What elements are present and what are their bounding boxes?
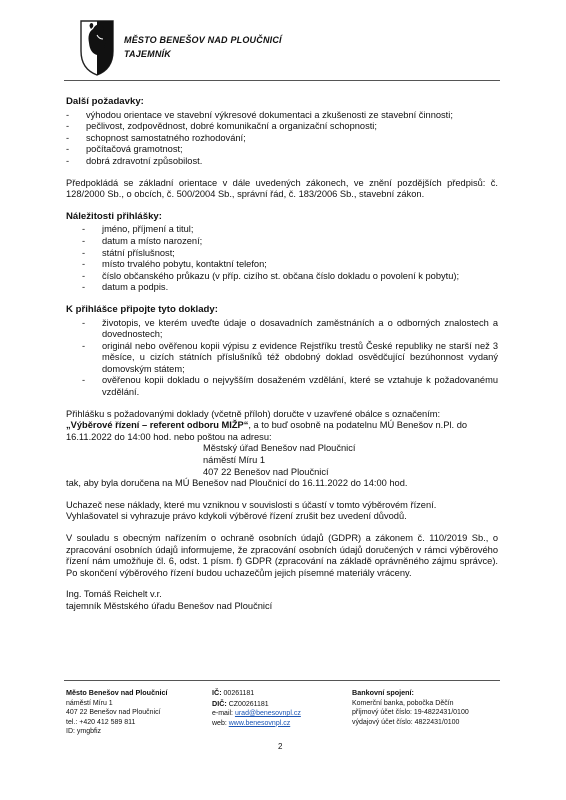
list-item: - datum a místo narození; [66, 236, 498, 248]
list-item: - státní příslušnost; [66, 248, 498, 260]
list-item: - životopis, ve kterém uveďte údaje o dosavadních zaměstnáních a o odborných znalostech a dovednostech; [66, 318, 498, 341]
submission-deadline: , a to buď osobně na podatelnu MÚ Benešov n.Pl. do 16.11.2022 do 14:00 hod. nebo poštou na adresu: [66, 420, 468, 442]
footer-line: náměstí Míru 1 [66, 699, 113, 707]
document-body [66, 96, 498, 613]
signatory-role: tajemník Městského úřadu Benešov nad Ploučnicí [66, 600, 273, 611]
footer-divider [64, 680, 500, 681]
footer-bank [352, 688, 469, 727]
letterhead [124, 33, 282, 61]
requirements-list [66, 110, 498, 168]
list-item: - počítačová gramotnost; [66, 144, 498, 156]
footer-databox-id: ID: ymgbfiz [66, 728, 102, 736]
coat-of-arms-logo [77, 15, 117, 77]
list-item: - ověřenou kopii dokladu o nejvyšším dosaženém vzdělání, které se vztahuje k požadovanému vzdělání. [66, 375, 498, 398]
costs-note: Uchazeč nese náklady, které mu vzniknou v souvislosti s účastí v tomto výběrovém řízení. [66, 499, 437, 510]
footer-line: 407 22 Benešov nad Ploučnicí [66, 709, 161, 717]
footer-web [212, 719, 301, 729]
web-label: web: [212, 719, 229, 727]
dic-value: CZ00261181 [226, 700, 269, 708]
signature-block [66, 589, 498, 612]
gdpr-paragraph: V souladu s obecným nařízením o ochraně osobních údajů (GDPR) a zákonem č. 110/2019 Sb., o zpracování osobních údajů informujeme, že zpracování osobních údajů doručených v rámci výběrového řízení nám umožňuje čl. 6, odst. 1 písm. f) GDPR (zpracování na základě oprávněného zájmu správce). Po skončení výběrového řízení budou uchazečům jejich písemné materiály vráceny. [66, 533, 498, 578]
submission-block [66, 409, 498, 490]
laws-paragraph: Předpokládá se základní orientace v dále uvedených zákonech, ve znění pozdějších předpisů: č. 128/2000 Sb., o obcích, č. 500/2004 Sb., správní řád, č. 183/2006 Sb., stavební zákon. [66, 177, 498, 200]
cancellation-note: Vyhlašovatel si vyhrazuje právo kdykoli výběrové řízení zrušit bez uvedení důvodů. [66, 511, 407, 522]
signatory-name: Ing. Tomáš Reichelt v.r. [66, 589, 162, 600]
list-item: - místo trvalého pobytu, kontaktní telefon; [66, 259, 498, 271]
attachments-list [66, 318, 498, 399]
delivery-deadline: tak, aby byla doručena na MÚ Benešov nad Ploučnicí do 16.11.2022 do 14:00 hod. [66, 478, 408, 489]
email-link[interactable]: urad@benesovnpl.cz [234, 710, 301, 718]
ic-label: IČ: [212, 688, 222, 697]
web-link[interactable]: www.benesovnpl.cz [228, 719, 291, 727]
address-line: Městský úřad Benešov nad Ploučnicí [203, 443, 356, 454]
list-item: - jméno, příjmení a titul; [66, 224, 498, 236]
footer-dic [212, 699, 301, 710]
footer-phone: tel.: +420 412 589 811 [66, 718, 136, 726]
postal-address [66, 443, 498, 478]
dic-label: DIČ: [212, 698, 227, 708]
submission-intro: Přihlášku s požadovanými doklady (včetně příloh) doručte v uzavřené obálce s označením: [66, 408, 441, 419]
section-attachments [66, 304, 498, 399]
bank-name: Komerční banka, pobočka Děčín [352, 699, 454, 707]
bank-title: Bankovní spojení: [352, 688, 414, 697]
envelope-label: „Výběrové řízení – referent odboru MIŽP“ [66, 420, 249, 431]
application-details-list [66, 224, 498, 294]
footer-address [66, 688, 167, 737]
footer-org-name: Město Benešov nad Ploučnicí [66, 688, 168, 697]
list-item: - datum a podpis. [66, 282, 498, 294]
list-item: - originál nebo ověřenou kopii výpisu z evidence Rejstříku trestů České republiky ne starší než 3 měsíce, u cizích státních příslušníků též obdobný doklad osvědčující bezúhonnost vydaný domovským státem; [66, 341, 498, 376]
footer-ic [212, 688, 301, 699]
conditions-block [66, 500, 498, 523]
footer-email [212, 709, 301, 719]
address-line: 407 22 Benešov nad Ploučnicí [203, 466, 329, 477]
page-number: 2 [278, 742, 283, 751]
email-label: e-mail: [212, 710, 235, 718]
footer-contacts [212, 688, 301, 728]
address-line: náměstí Míru 1 [203, 455, 266, 466]
list-item: - výhodou orientace ve stavební výkresové dokumentaci a zkušenosti ze stavební činnosti; [66, 110, 498, 122]
list-item: - schopnost samostatného rozhodování; [66, 133, 498, 145]
section-application-details [66, 211, 498, 294]
letterhead-dept: TAJEMNÍK [124, 49, 171, 59]
list-item: - dobrá zdravotní způsobilost. [66, 156, 498, 168]
section-attachments-heading: K přihlášce připojte tyto doklady: [66, 303, 218, 315]
section-application-heading: Náležitosti přihlášky: [66, 210, 162, 222]
income-account: příjmový účet číslo: 19-4822431/0100 [352, 709, 469, 717]
list-item: - pečlivost, zodpovědnost, dobré komunikační a organizační schopnosti; [66, 121, 498, 133]
submission-details [66, 420, 498, 443]
letterhead-org: MĚSTO BENEŠOV NAD PLOUČNICÍ [124, 35, 282, 45]
ic-value: 00261181 [221, 690, 255, 697]
header-divider [64, 80, 500, 81]
list-item: - číslo občanského průkazu (v příp. cizího st. občana číslo dokladu o povolení k pobytu); [66, 271, 498, 283]
expense-account: výdajový účet číslo: 4822431/0100 [352, 718, 460, 726]
section-requirements-heading: Další požadavky: [66, 96, 144, 107]
section-requirements [66, 96, 498, 168]
